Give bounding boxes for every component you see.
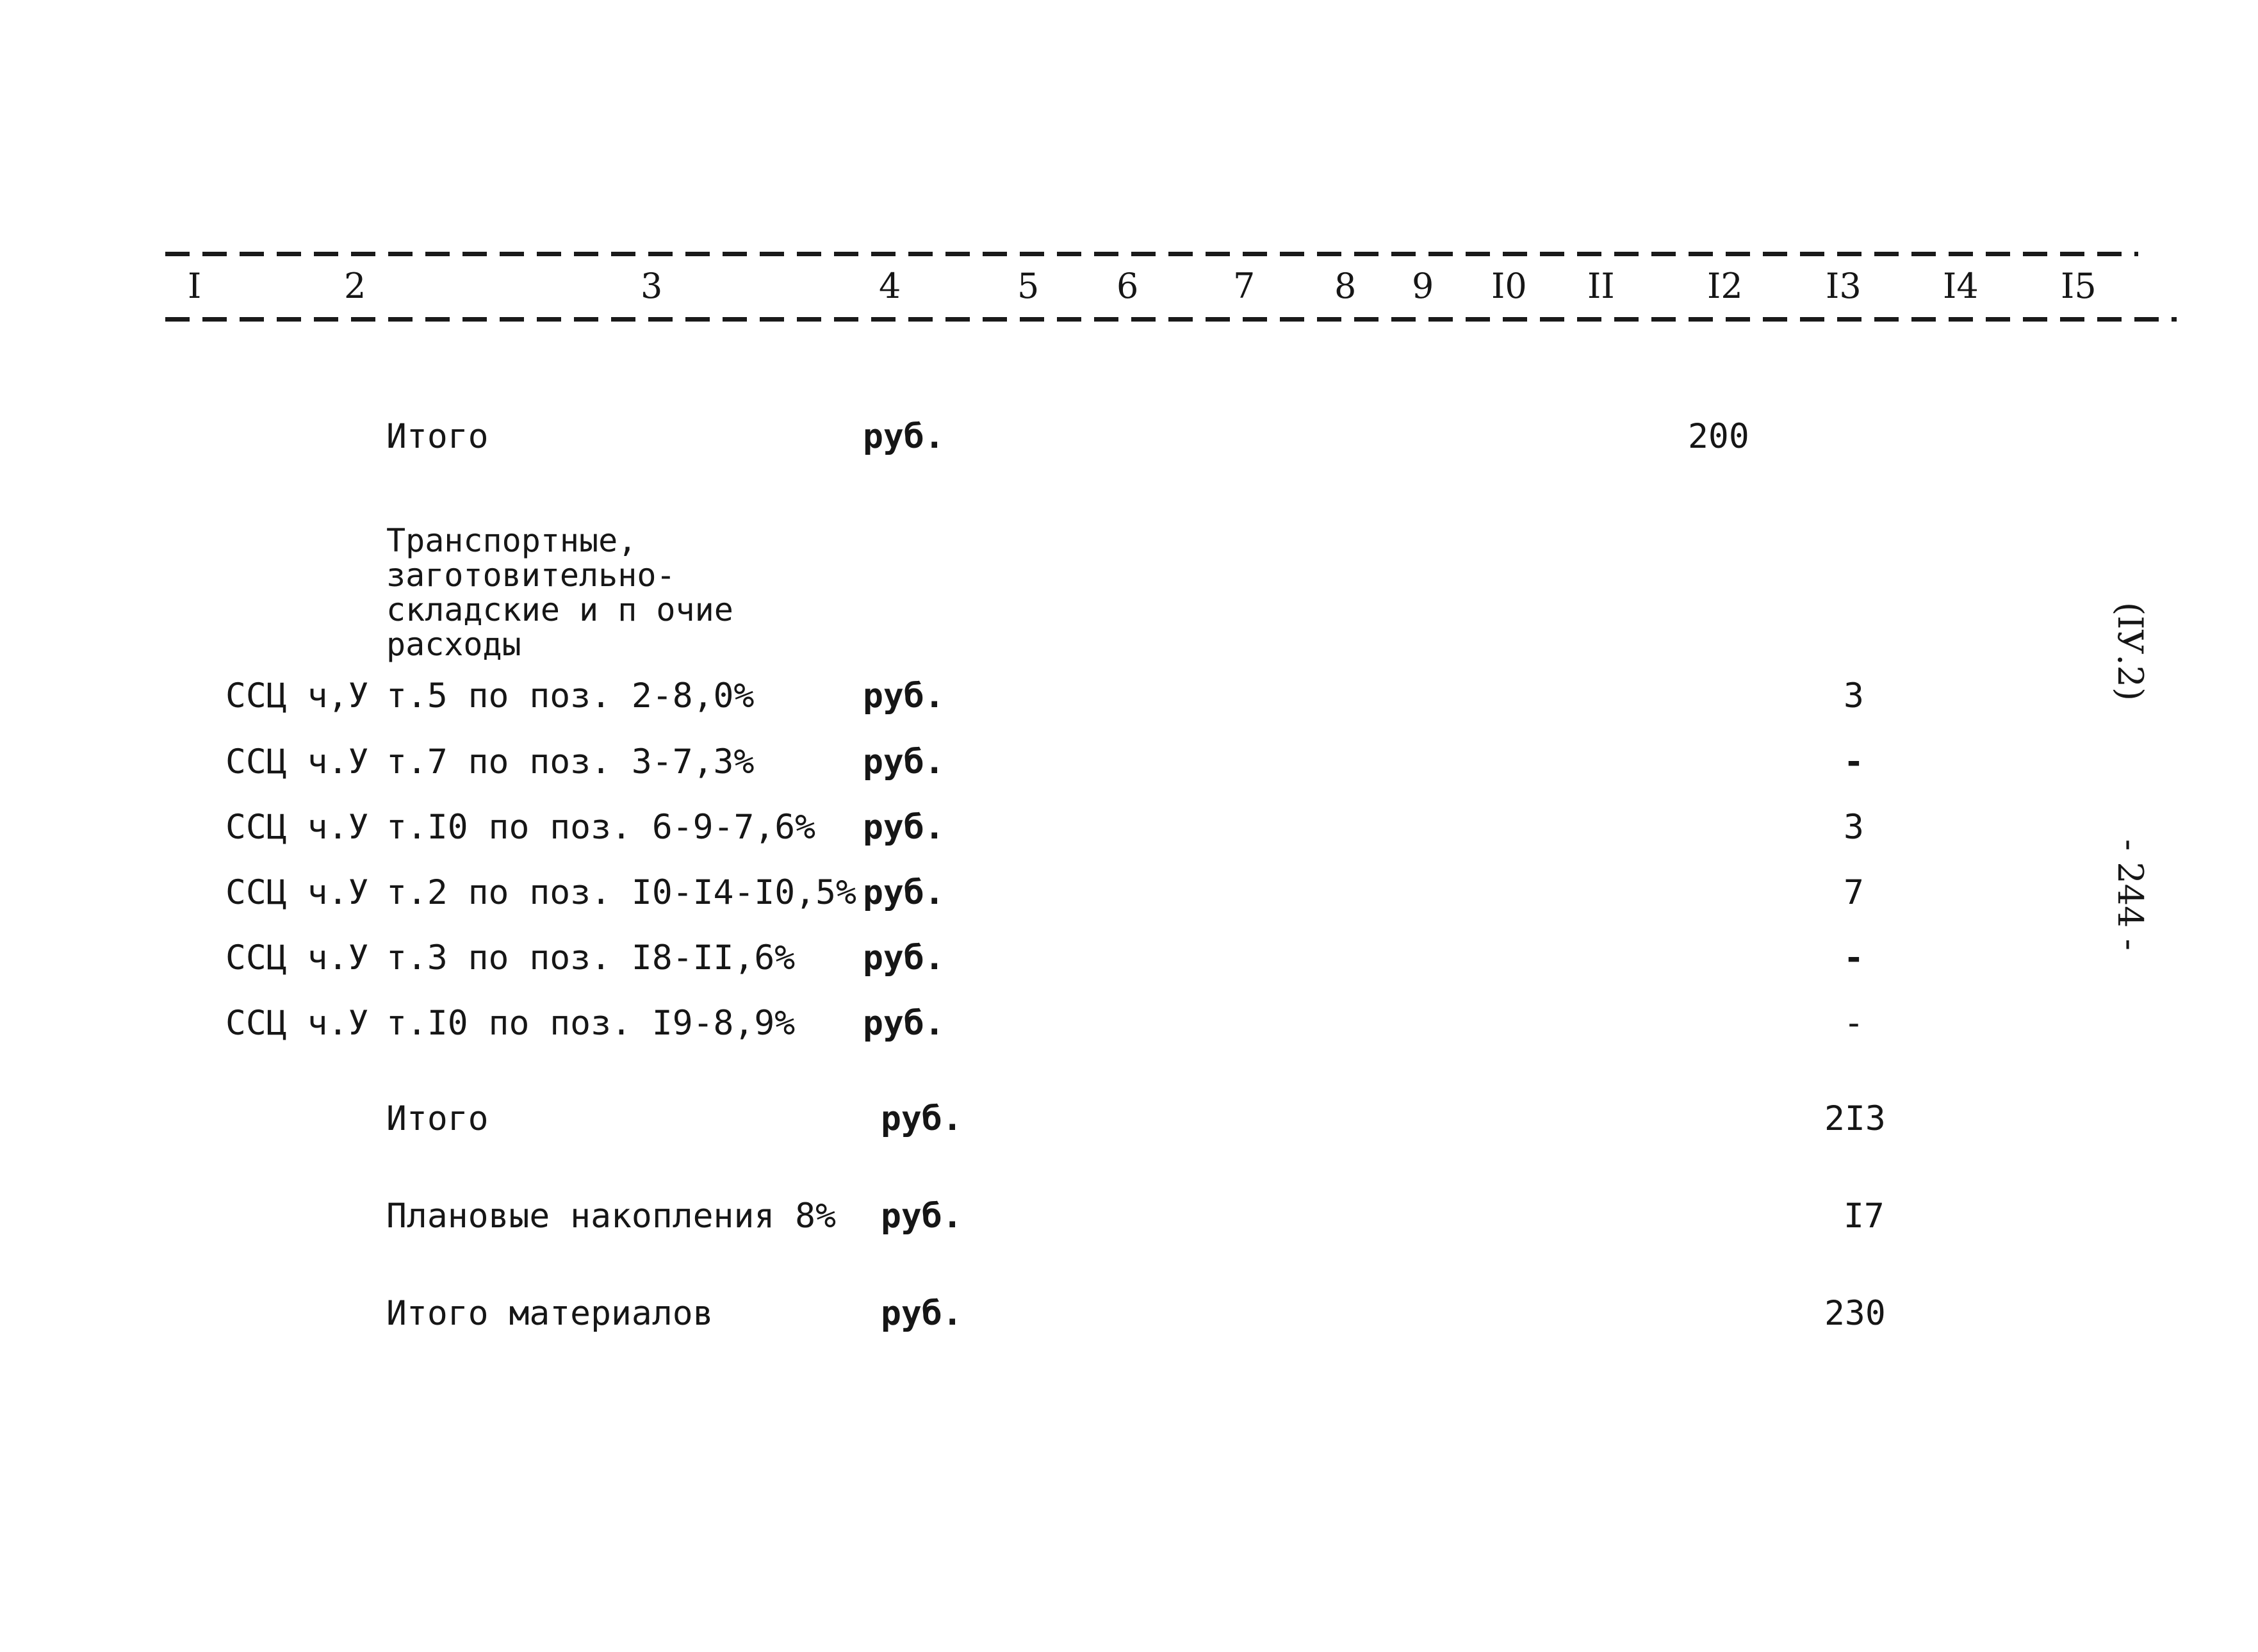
column-number-5: 5: [1017, 266, 1040, 306]
planned-savings-label: Плановые накопления 8%: [386, 1197, 836, 1236]
column-number-3: 3: [641, 266, 663, 306]
item-value: 3: [1844, 676, 1864, 716]
column-number-4: 4: [879, 266, 901, 306]
subtotal-unit: руб.: [863, 417, 945, 456]
side-annotation: [2112, 602, 2163, 1051]
subtotal-label: Итого: [386, 417, 489, 456]
column-number-14: I4: [1943, 266, 1979, 306]
item-description: т.3 по поз. I8-II,6%: [386, 938, 796, 977]
total-overhead-value: 2I3: [1824, 1099, 1886, 1138]
item-code: ССЦ ч.У: [225, 1004, 369, 1043]
item-code: ССЦ ч,У: [225, 676, 369, 716]
column-number-13: I3: [1826, 266, 1861, 306]
materials-total-label: Итого материалов: [386, 1294, 714, 1333]
item-unit: руб.: [863, 676, 945, 716]
item-value: 3: [1844, 808, 1864, 847]
item-value: -: [1844, 742, 1864, 781]
item-description: т.5 по поз. 2-8,0%: [386, 676, 755, 716]
item-description: т.I0 по поз. 6-9-7,6%: [386, 808, 816, 847]
column-number-8: 8: [1334, 266, 1357, 306]
item-description: т.I0 по поз. I9-8,9%: [386, 1004, 796, 1043]
item-value: -: [1844, 1004, 1864, 1043]
column-number-6: 6: [1117, 266, 1139, 306]
overhead-heading: Транспортные, заготовительно- складские и п очие расходы: [386, 522, 733, 663]
column-number-7: 7: [1233, 266, 1256, 306]
subtotal-value: 200: [1688, 417, 1749, 456]
item-unit: руб.: [863, 938, 945, 977]
item-unit: руб.: [863, 1004, 945, 1043]
item-code: ССЦ ч.У: [225, 742, 369, 781]
materials-total-value: 230: [1824, 1294, 1886, 1333]
column-number-12: I2: [1707, 266, 1743, 306]
header-bottom-rule: [165, 317, 2177, 322]
item-code: ССЦ ч.У: [225, 873, 369, 912]
materials-total-unit: руб.: [881, 1294, 963, 1333]
page-number: - 244 -: [2110, 839, 2150, 951]
item-unit: руб.: [863, 742, 945, 781]
column-number-2: 2: [344, 266, 366, 306]
planned-savings-value: I7: [1844, 1197, 1885, 1236]
item-unit: руб.: [863, 873, 945, 912]
planned-savings-unit: руб.: [881, 1197, 963, 1236]
header-top-rule: [165, 252, 2138, 256]
item-unit: руб.: [863, 808, 945, 847]
item-value: -: [1844, 938, 1864, 977]
total-overhead-unit: руб.: [881, 1099, 963, 1138]
item-code: ССЦ ч.У: [225, 938, 369, 977]
item-description: т.7 по поз. 3-7,3%: [386, 742, 755, 781]
column-number-10: I0: [1491, 266, 1527, 306]
item-value: 7: [1844, 873, 1864, 912]
formula-reference: (IУ.2): [2110, 602, 2150, 701]
column-number-1: I: [188, 266, 202, 306]
column-number-11: II: [1587, 266, 1615, 306]
item-description: т.2 по поз. I0-I4-I0,5%: [386, 873, 856, 912]
column-number-9: 9: [1412, 266, 1434, 306]
total-overhead-label: Итого: [386, 1099, 489, 1138]
column-number-15: I5: [2061, 266, 2097, 306]
item-code: ССЦ ч.У: [225, 808, 369, 847]
